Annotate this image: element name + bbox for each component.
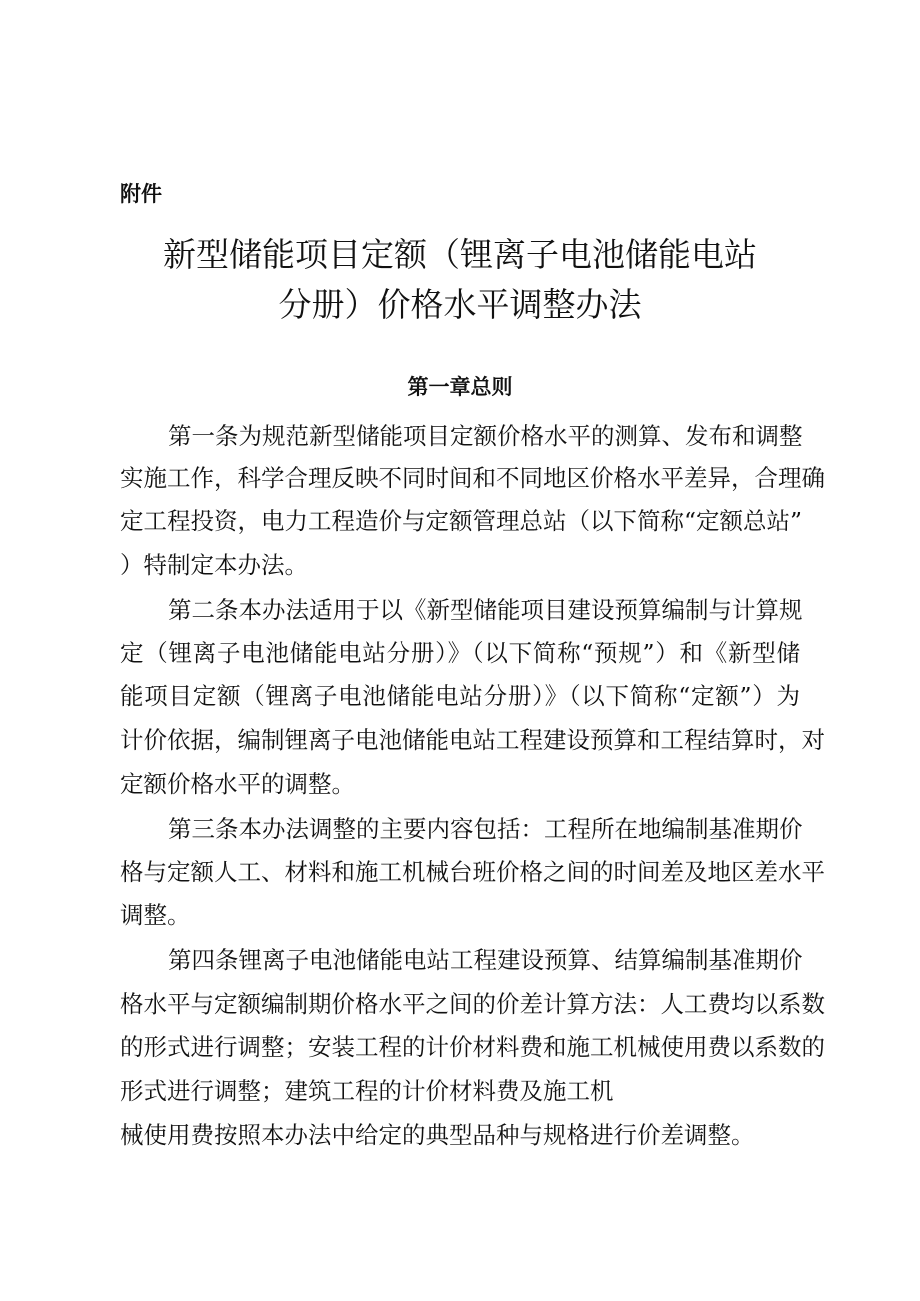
- article-2-line-2: 定（锂离子电池储能电站分册）》（以下简称“预规”）和《新型储: [120, 639, 800, 667]
- article-4-line-4: 形式进行调整；建筑工程的计价材料费及施工机: [120, 1077, 614, 1105]
- article-2-line-5: 定额价格水平的调整。: [120, 770, 355, 798]
- article-3-line-3: 调整。: [120, 901, 191, 929]
- article-4-line-1: 第四条锂离子电池储能电站工程建设预算、结算编制基准期价: [168, 946, 803, 974]
- article-1-line-2: 实施工作，科学合理反映不同时间和不同地区价格水平差异，合理确: [120, 464, 825, 492]
- attachment-label: 附件: [120, 182, 162, 206]
- article-2-line-3: 能项目定额（锂离子电池储能电站分册）》（以下简称“定额”）为: [120, 682, 800, 710]
- chapter-heading: 第一章总则: [407, 375, 513, 399]
- article-4-line-5: 械使用费按照本办法中给定的典型品种与规格进行价差调整。: [120, 1121, 755, 1149]
- article-3-line-2: 格与定额人工、材料和施工机械台班价格之间的时间差及地区差水平: [120, 858, 825, 886]
- article-2-line-4: 计价依据，编制锂离子电池储能电站工程建设预算和工程结算时，对: [120, 726, 825, 754]
- article-1-line-3: 定工程投资，电力工程造价与定额管理总站（以下简称“定额总站”: [120, 507, 803, 535]
- article-4-line-2: 格水平与定额编制期价格水平之间的价差计算方法：人工费均以系数: [120, 990, 825, 1018]
- article-3-line-1: 第三条本办法调整的主要内容包括：工程所在地编制基准期价: [168, 815, 803, 843]
- article-1-line-4: ）特制定本办法。: [120, 551, 308, 579]
- document-title-line-1: 新型储能项目定额（锂离子电池储能电站: [163, 235, 757, 274]
- article-1-line-1: 第一条为规范新型储能项目定额价格水平的测算、发布和调整: [168, 422, 803, 450]
- article-2-line-1: 第二条本办法适用于以《新型储能项目建设预算编制与计算规: [168, 596, 803, 624]
- article-4-line-3: 的形式进行调整；安装工程的计价材料费和施工机械使用费以系数的: [120, 1033, 825, 1061]
- document-title-line-2: 分册）价格水平调整办法: [278, 285, 642, 324]
